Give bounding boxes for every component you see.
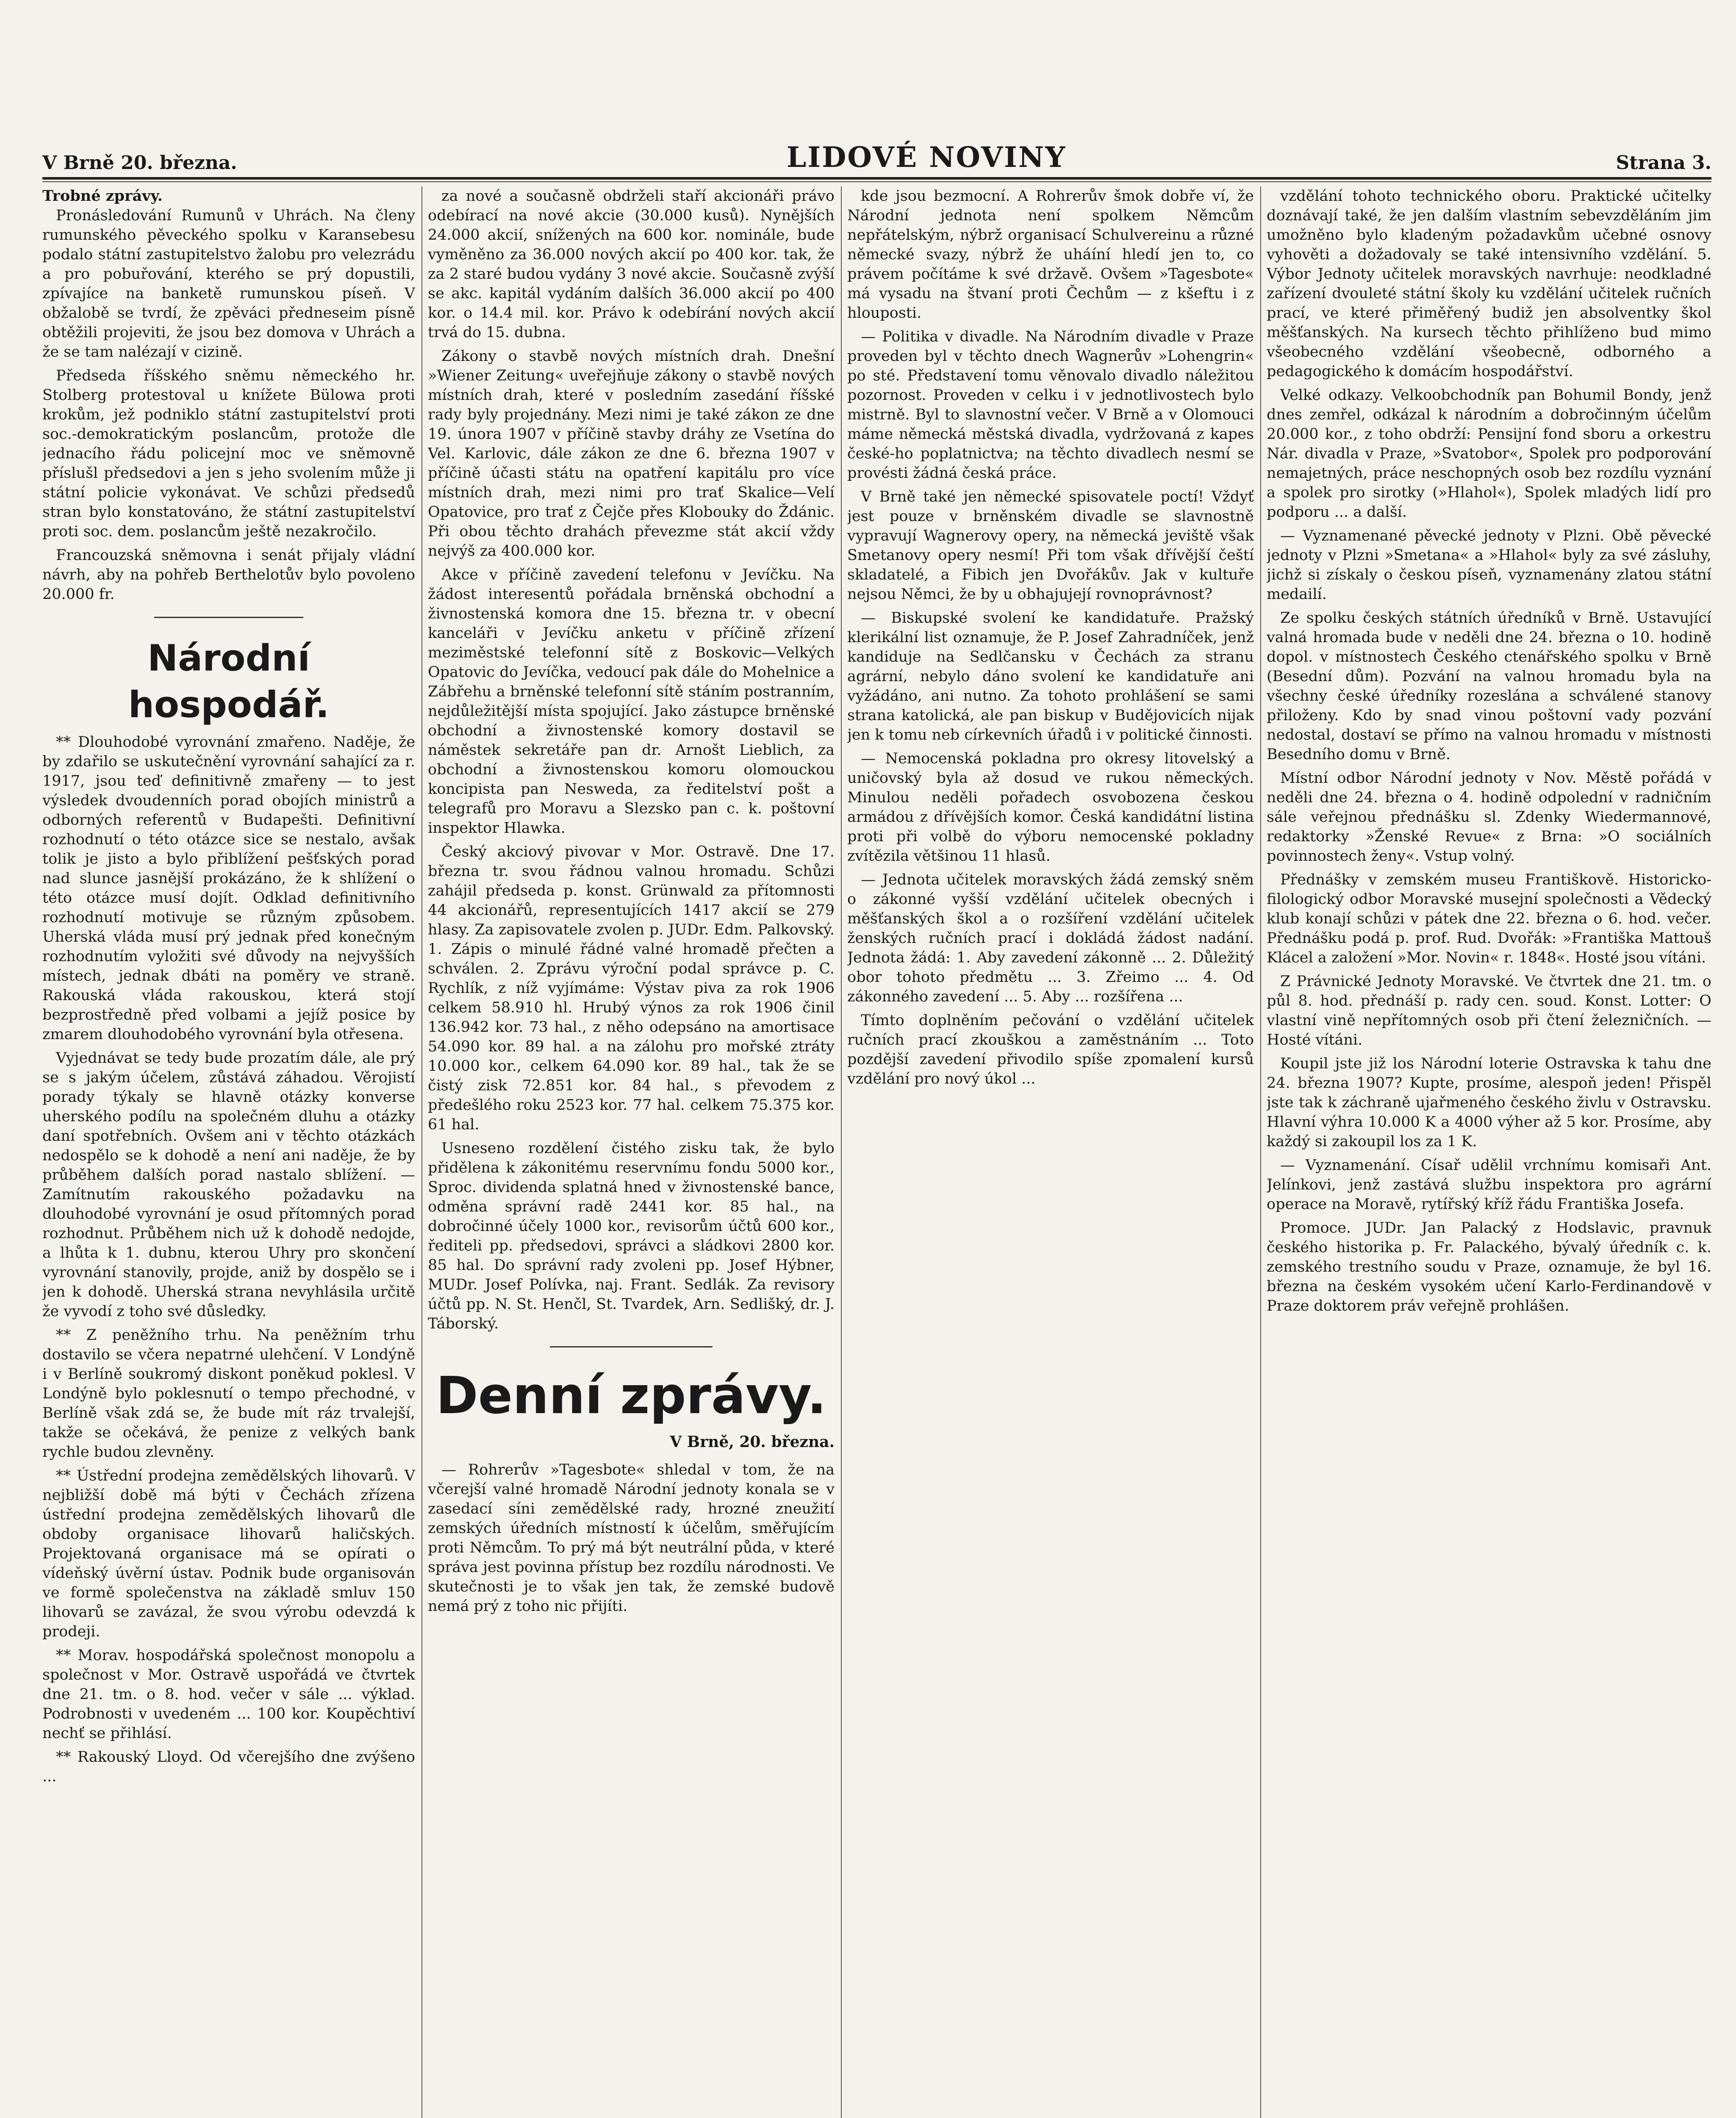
masthead-page-number: Strana 3. (1616, 152, 1711, 174)
column-divider (1260, 186, 1261, 2118)
column-1 (42, 186, 415, 2118)
article-paragraph: ** Dlouhodobé vyrovnání zmařeno. Naděje, že by zdařilo se uskutečnění vyrovnání sahající za r. 1917, jsou teď definitivně zmařeny — to jest výsledek dvoudenních porad obojích ministrů a odborných referentů v Budapešti. Definitivní rozhodnutí o této otázce sice se nestalo, avšak tolik je jisto a bylo přiblížení pešťských porad nad slunce jasnější prokázáno, že k shlížení o této otázce musí dojít. Odklad definitivního rozhodnutí motivuje se různým způsobem. Uherská vláda musí prý jednak před konečným rozhodnutím vyložiti své důvody na nejvyšších místech, jednak dbáti na poměry ve straně. Rakouská vláda rakouskou, která stojí bezprostředně před volbami a jejíž posice by zmarem dlouhodobého vyrovnání byla otřesena. (42, 734, 415, 1043)
article-paragraph: kde jsou bezmocní. A Rohrerův šmok dobře ví, že Národní jednota není spolkem Němcům nepřátelským, nýbrž organisací Schulvereinu a různé německé svazy, nýbrž že uháíní hledí jen to, co právem počítáme k své državě. Ovšem »Tagesbote« má vysadu na štvaní proti Čechům — z kšeftu i z hlouposti. (847, 188, 1254, 322)
article-paragraph: Vyjednávat se tedy bude prozatím dále, ale prý se s jakým účelem, zůstává záhadou. Věrojistí porady týkaly se hlavně otázky konverse uherského podílu na společném dluhu a otázky daní spotřebních. Ovšem ani v těchto otázkách nedospělo se k dohodě a není ani naděje, že by průběhem dalších porad nastalo sblížení. — Zamítnutím rakouského požadavku na dlouhodobé vyrovnání je osud přítomných porad rozhodnut. Průběhem nich už k dohodě nedojde, a lhůta k 1. dubnu, kterou Uhry pro skončení vyrovnání stanovily, projde, aniž by dospělo se i jen k dohodě. Uherská strana nevyhlásila určitě že vyvodí z toho své důsledky. (42, 1050, 415, 1320)
article-paragraph: ** Z peněžního trhu. Na peněžním trhu dostavilo se včera nepatrné ulehčení. V Londýně i v Berlíně soukromý diskont poněkud poklesl. V Londýně bylo poklesnutí o tempo přechodné, v Berlíně však zdá se, že bude mít ráz trvalejší, takže se očekává, že penize z velkých bank rychle budou zlevněny. (42, 1327, 415, 1461)
article-paragraph: Velké odkazy. Velkoobchodník pan Bohumil Bondy, jenž dnes zemřel, odkázal k národním a dobročinným účelům 20.000 kor., z toho obdrží: Pensijní fond sboru a orkestru Nár. divadla v Praze, »Svatobor«, Spolek pro podporování nemajetných, práce neschopných osob bez rozdílu vyznání a spolek pro sirotky (»Hlahol«), Spolek mladých lidí pro podporu ... a další. (1267, 387, 1711, 521)
column-2 (428, 186, 835, 2118)
article-paragraph: Z Právnické Jednoty Moravské. Ve čtvrtek dne 21. tm. o půl 8. hod. přednáší p. rady cen. soud. Konst. Lotter: O vlastní vině nepřítomných osob při čtení železničních. — Hosté vítáni. (1267, 973, 1711, 1048)
article-paragraph: — Politika v divadle. Na Národním divadle v Praze proveden byl v těchto dnech Wagnerův »Lohengrin« po sté. Představení tomu věnovalo divadlo náležitou pozornost. Proveden v celku i v jednotlivostech bylo mistrně. Byl to slavnostní večer. V Brně a v Olomouci máme německá městská divadla, vydržovaná z kapes české-ho poplatnictva; na těchto divadlech nesmí se provésti žádná česká práce. (847, 328, 1254, 482)
article-paragraph: Tímto doplněním pečování o vzdělání učitelek ručních prací zkouškou a zaměstnáním ... Toto pozdější zavedení přivodilo spíše zpomalení kursů vzdělání pro nový úkol ... (847, 1012, 1254, 1087)
article-paragraph: ** Rakouský Lloyd. Od včerejšího dne zvýšeno ... (42, 1749, 415, 1785)
masthead-rule (42, 177, 1711, 180)
article-paragraph: Přednášky v zemském museu Františkově. Historicko-filologický odbor Moravské musejní společnosti a Vědecký klub konají schůzi v pátek dne 22. března o 6. hod. večer. Přednášku podá p. prof. Rud. Dvořák: »Františka Mattouš Klácel a založení »Mor. Novin« r. 1848«. Hosté jsou vítáni. (1267, 871, 1711, 966)
article-paragraph: — Jednota učitelek moravských žádá zemský sněm o zákonné vyšší vzdělání učitelek obecných i měšťanských škol a o rozšíření vzdělání učitelek ženských ručních prací i dokládá žádost nadání. Jednota žádá: 1. Aby zavedení zákonně ... 2. Důležitý obor tohoto předmětu ... 3. Zřeimo ... 4. Od zákonného zavedení ... 5. Aby ... rozšířena ... (847, 871, 1254, 1005)
article-paragraph: — Nemocenská pokladna pro okresy litovelský a uničovský byla až dosud ve rukou německých. Minulou neděli pořadech osvobozena českou armádou z dřívějších komor. Česká kandidátní listina proti při volbě do výboru nemocenské pokladny zvítězila většinou 11 hlasů. (847, 750, 1254, 865)
section-title-narodni-hospodar: Národní hospodář. (128, 637, 330, 726)
article-paragraph: Zákony o stavbě nových místních drah. Dnešní »Wiener Zeitung« uveřejňuje zákony o stavbě nových místních drah, které v posledním zasedání říšské rady byly projednány. Mezi nimi je také zákon ze dne 19. února 1907 v příčině stavby dráhy ze Vsetína do Vel. Karlovic, dále zákon ze dne 6. března 1907 v příčině účasti státu na opatření kapitálu pro více místních drah, mezi nimi pro trať Skalice—Velí Opatovice, pro trať z Čejče přes Klobouky do Ždánic. Při obou těchto drahách převezme stát akcií vždy nejvýš za 400.000 kor. (428, 348, 835, 560)
article-paragraph: Akce v příčině zavedení telefonu v Jevíčku. Na žádost interesentů pořádala brněnská obchodní a živnostenská komora dne 15. března tr. v obecní kanceláři v Jevíčku anketu v příčině zřízení meziměstské telefonní sítě z Boskovic—Velkých Opatovic do Jevíčka, vedoucí pak dále do Mohelnice a Zábřehu a brněnské telefonní sítě stáním postranním, nejdůležitější místa spojující. Jako zástupce brněnské obchodní a živnostenské komory dostavil se náměstek sekretáře pan dr. Arnošt Lieblich, za obchodní a živnostenskou komoru olomouckou koncipista pan Nesweda, za ředitelství pošt a telegrafů pro Moravu a Slezsko pan c. k. poštovní inspektor Hlawka. (428, 566, 835, 837)
article-paragraph: Usneseno rozdělení čistého zisku tak, že bylo přidělena k zákonitému reservnímu fondu 5000 kor., Sproc. dividenda splatná hned v živnostenské bance, odměna správní radě 2441 kor. 85 hal., na dobročinné účely 1000 kor., revisorům účtů 600 kor., řediteli pp. předsedovi, správci a sládkovi 2800 kor. 85 hal. Do správní rady zvoleni pp. Josef Hýbner, MUDr. Josef Polívka, naj. Frant. Sedlák. Za revisory účtů pp. N. St. Henčl, St. Tvardek, Arn. Sedlišký, dr. J. Táborský. (428, 1140, 835, 1332)
article-paragraph: Místní odbor Národní jednoty v Nov. Městě pořádá v neděli dne 24. března o 4. hodině odpolední v radničním sále veřejnou přednášku sl. Zdenky Wiedermannové, redaktorky »Ženské Revue« z Brna: »O sociálních povinnostech ženy«. Vstup volný. (1267, 770, 1711, 865)
article-paragraph: — Vyznamenání. Císař udělil vrchnímu komisaři Ant. Jelínkovi, jenž zastává službu inspektora pro agrární operace na Moravě, rytířský kříž řádu Františka Josefa. (1267, 1157, 1711, 1213)
section-title-denni-zpravy: Denní zprávy. (436, 1367, 826, 1425)
column-4 (1267, 186, 1711, 2118)
article-paragraph: — Biskupské svolení ke kandidatuře. Pražský klerikální list oznamuje, že P. Josef Zahradníček, jenž kandiduje na Sedlčansku v Čechách za stranu agrární, nebylo dáno svolení ke kandidatuře ani vyžádáno, ani nutno. Za tohoto prohlášení se sami strana katolická, ale pan biskup v Budějovicích nijak jen k tomu neb církevních úřadů i v politické činnosti. (847, 610, 1254, 743)
article-paragraph: Koupil jste již los Národní loterie Ostravska k tahu dne 24. března 1907? Kupte, prosíme, alespoň jeden! Přispěl jste tak k záchraně ujařmeného českého živlu v Ostravsku. Hlavní výhra 10.000 K a 4000 výher až 5 kor. Prosíme, aby každý si zakoupil los za 1 K. (1267, 1055, 1711, 1150)
article-paragraph: ** Morav. hospodářská společnost monopolu a společnost v Mor. Ostravě uspořádá ve čtvrtek dne 21. tm. o 8. hod. večer v sále ... výklad. Podrobnosti v uvedeném ... 100 kor. Koupěchtiví nechť se přihlásí. (42, 1647, 415, 1742)
article-paragraph: Pronásledování Rumunů v Uhrách. Na členy rumunského pěveckého spolku v Karansebesu podalo státní zastupitelstvo žalobu pro velezrádu a pro pobuřování, kterého se prý dopustili, zpívajíce na banketě rumunskou píseň. V obžalobě se tvrdí, že zpěváci předneseim písně obtěžili projeviti, že jsou bez domova v Uhrách a že se tam nalézají v cizině. (42, 207, 415, 360)
article-paragraph: — Rohrerův »Tagesbote« shledal v tom, že na včerejší valné hromadě Národní jednoty konala se v zasedací síni zemědělské rady, hrozné zneužití zemských úředních místností k účelům, směřujícím proti Němcům. To prý má být neutrální půda, v které správa jest povinna přístup bez rozdílu národnosti. Ve skutečnosti je to však jen tak, že zemské budově nemá prý z toho nic přijíti. (428, 1461, 835, 1615)
section-separator (550, 1346, 713, 1347)
article-paragraph: ** Ústřední prodejna zemědělských lihovarů. V nejbližší době má býti v Čechách zřízena ústřední prodejna zemědělských lihovarů dle obdoby organisace lihovarů haličských. Projektovaná organisace má se opírati o vídeňský úvěrní ústav. Podnik bude organisován ve formě společenstva na základě smluv 150 lihovarů se zavázal, že svou výrobu odevzdá k prodeji. (42, 1467, 415, 1640)
section-separator (154, 617, 303, 618)
column-divider (841, 186, 842, 2118)
masthead-rule-thin (42, 181, 1711, 182)
article-paragraph: za nové a současně obdrželi staří akcionáři právo odebírací na nové akcie (30.000 kusů). Nynějších 24.000 akcií, snížených na 600 kor. nominále, bude vyměněno za 36.000 nových akcií po 400 kor. tak, že za 2 staré budou vydány 3 nové akcie. Současně zvýší se akc. kapitál vydáním dalších 36.000 akcií po 400 kor. o 14.4 mil. kor. Právo k odebírání nových akcií trvá do 15. dubna. (428, 188, 835, 341)
article-paragraph: Promoce. JUDr. Jan Palacký z Hodslavic, pravnuk českého historika p. Fr. Palackého, bývalý úředník c. k. zemského trestního soudu v Praze, oznamuje, že byl 16. března na českém vysokém učení Karlo-Ferdinandově v Praze doktorem práv veřejně prohlášen. (1267, 1220, 1711, 1314)
article-paragraph: vzdělání tohoto technického oboru. Praktické učitelky doznávají také, že jen dalším vlastním sebevzděláním jim umožněno bylo kladeným požadavkům učebné osnovy vyhověti a dožadovaly se také intensivního vzdělání. 5. Výbor Jednoty učitelek moravských navrhuje: neodkladné zařízení dvouleté státní školy ku vzdělání učitelek ručních prací, ve které přiměřený budiž jen absolventky škol měšťanských. Na kursech těchto přihlíženo bud mimo všeobecného vzdělání všeobecně, odborného a pedagogického k domácím hospodářství. (1267, 188, 1711, 380)
article-paragraph: Francouzská sněmovna i senát přijaly vládní návrh, aby na pohřeb Berthelotův bylo povoleno 20.000 fr. (42, 547, 415, 603)
article-paragraph: — Vyznamenané pěvecké jednoty v Plzni. Obě pěvecké jednoty v Plzni »Smetana« a »Hlahol« byly za své zásluhy, jichž si získaly o českou píseň, vyznamenány zlatou státní medailí. (1267, 527, 1711, 603)
article-paragraph: Předseda říšského sněmu německého hr. Stolberg protestoval u knížete Bülowa proti krokům, jež podniklo státní zastupitelství proti soc.-demokratickým poslancům, protože dle jednacího řádu policejní moc ve sněmovně příslušl předsedovi a jen s jeho svolením může ji státní policie vykonávat. Ve schůzi předsedů stran bylo konstatováno, že státní zastupitelství proti soc. dem. poslancům ještě nezakročilo. (42, 367, 415, 540)
column-3 (847, 186, 1254, 2118)
column-1-heading: Trobné zprávy. (42, 187, 163, 205)
article-paragraph: V Brně také jen německé spisovatele poctí! Vždyť jest pouze v brněnském divadle se slavnostně vypravují Wagnerovy opery, na německá jeviště však Smetanovy opery nesmí! Při tom však dřívější čeští skladatelé, a Fibich jen Dvořákův. Jak v kultuře nejsou Němci, že by u obhajujejí rovnoprávnost? (847, 488, 1254, 603)
masthead-date: V Brně 20. března. (42, 152, 237, 174)
article-paragraph: Český akciový pivovar v Mor. Ostravě. Dne 17. března tr. svou řádnou valnou hromadu. Schůzi zahájil předseda p. konst. Grünwald za přítomnosti 44 akcionářů, representujících 1417 akcií se 279 hlasy. Za zapisovatele zvolen p. JUDr. Edm. Palkovský. 1. Zápis o minulé řádné valné hromadě přečten a schválen. 2. Zprávu výroční podal správce p. C. Rychlík, z níž vyjímáme: Výstav piva za rok 1906 celkem 58.910 hl. Hrubý výnos za rok 1906 činil 136.942 kor. 73 hal., z něho odepsáno na amortisace 54.090 kor. 89 hal. a na zálohu pro mořské ztráty 10.000 kor., celkem 64.090 kor. 89 hal., tak že se čistý zisk 72.851 kor. 84 hal., s převodem z předešlého roku 2523 kor. 77 hal. celkem 75.375 kor. 61 hal. (428, 843, 835, 1133)
dateline: V Brně, 20. března. (670, 1433, 835, 1451)
masthead-title: LIDOVÉ NOVINY (786, 141, 1067, 174)
article-paragraph: Ze spolku českých státních úředníků v Brně. Ustavující valná hromada bude v neděli dne 24. března o 10. hodině dopol. v místnostech Českého ctenářského spolku v Brně (Besední dům). Pozvání na valnou hromadu byla na všechny české úředníky rozeslána a schválené stanovy přiloženy. Kdo by snad vinou poštovní vady pozvání nedostal, dostaví se přímo na valnou hromadu v místnosti Besedního domu v Brně. (1267, 610, 1711, 763)
masthead (42, 140, 1711, 174)
